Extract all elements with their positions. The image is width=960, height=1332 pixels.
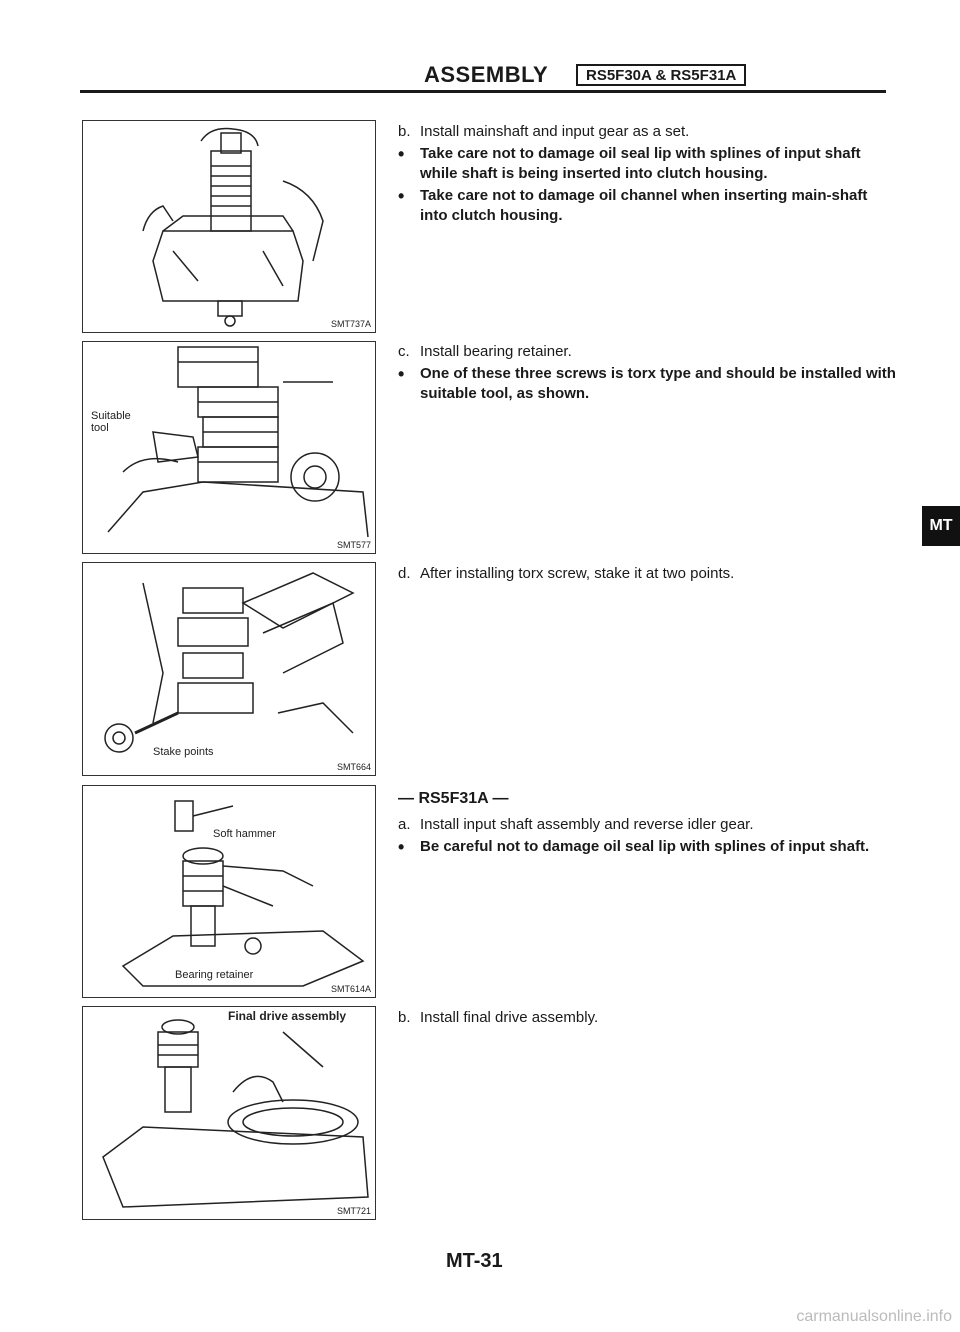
figure-final-drive bbox=[82, 1006, 376, 1220]
figure-code: SMT577 bbox=[336, 540, 371, 550]
caution-item: • Take care not to damage oil channel when inserting main-shaft into clutch housing. bbox=[398, 186, 868, 224]
instruction-stake bbox=[398, 564, 898, 586]
bearing-retainer-label: Bearing retainer bbox=[175, 969, 254, 981]
soft-hammer-illustration bbox=[83, 786, 375, 997]
step-item: d. After installing torx screw, stake it at two points. bbox=[398, 565, 735, 582]
figure-code: SMT664 bbox=[336, 762, 371, 772]
caution-item: • One of these three screws is torx type and should be installed with suitable tool, as shown. bbox=[398, 364, 896, 402]
step-item: c. Install bearing retainer. bbox=[398, 343, 572, 360]
final-drive-label: Final drive assembly bbox=[228, 1009, 347, 1023]
model-badge: RS5F30A & RS5F31A bbox=[576, 64, 746, 86]
section-tab-mt: MT bbox=[922, 506, 960, 546]
soft-hammer-label: Soft hammer bbox=[213, 828, 276, 840]
step-item: a. Install input shaft assembly and reverse idler gear. bbox=[398, 816, 754, 833]
caution-item: • Be careful not to damage oil seal lip with splines of input shaft. bbox=[398, 837, 870, 857]
figure-soft-hammer bbox=[82, 785, 376, 998]
instruction-bearing-retainer bbox=[398, 342, 898, 406]
figure-mainshaft-install bbox=[82, 120, 376, 333]
watermark: carmanualsonline.info bbox=[796, 1308, 952, 1325]
model-subheading: — RS5F31A — bbox=[398, 790, 509, 807]
mainshaft-illustration bbox=[83, 121, 375, 332]
instruction-mainshaft bbox=[398, 122, 898, 228]
stake-points-label: Stake points bbox=[153, 746, 214, 758]
suitable-tool-label: Suitable tool bbox=[91, 410, 131, 434]
instruction-final-drive bbox=[398, 1008, 898, 1030]
figure-stake-points bbox=[82, 562, 376, 776]
figure-code: SMT737A bbox=[330, 319, 371, 329]
header-divider bbox=[80, 90, 886, 93]
bearing-retainer-illustration bbox=[83, 342, 375, 553]
stake-points-illustration bbox=[83, 563, 375, 775]
step-item: b. Install final drive assembly. bbox=[398, 1009, 599, 1026]
figure-code: SMT614A bbox=[330, 984, 371, 994]
page-number: MT-31 bbox=[446, 1250, 503, 1272]
figure-code: SMT721 bbox=[336, 1206, 371, 1216]
page-title: ASSEMBLY bbox=[424, 62, 549, 87]
instruction-rs5f31a bbox=[398, 789, 898, 859]
figure-bearing-retainer bbox=[82, 341, 376, 554]
step-item: b. Install mainshaft and input gear as a set. bbox=[398, 123, 690, 140]
caution-item: • Take care not to damage oil seal lip with splines of input shaft while shaft is being inserted into clutch housing. bbox=[398, 144, 861, 182]
final-drive-illustration bbox=[83, 1007, 375, 1219]
